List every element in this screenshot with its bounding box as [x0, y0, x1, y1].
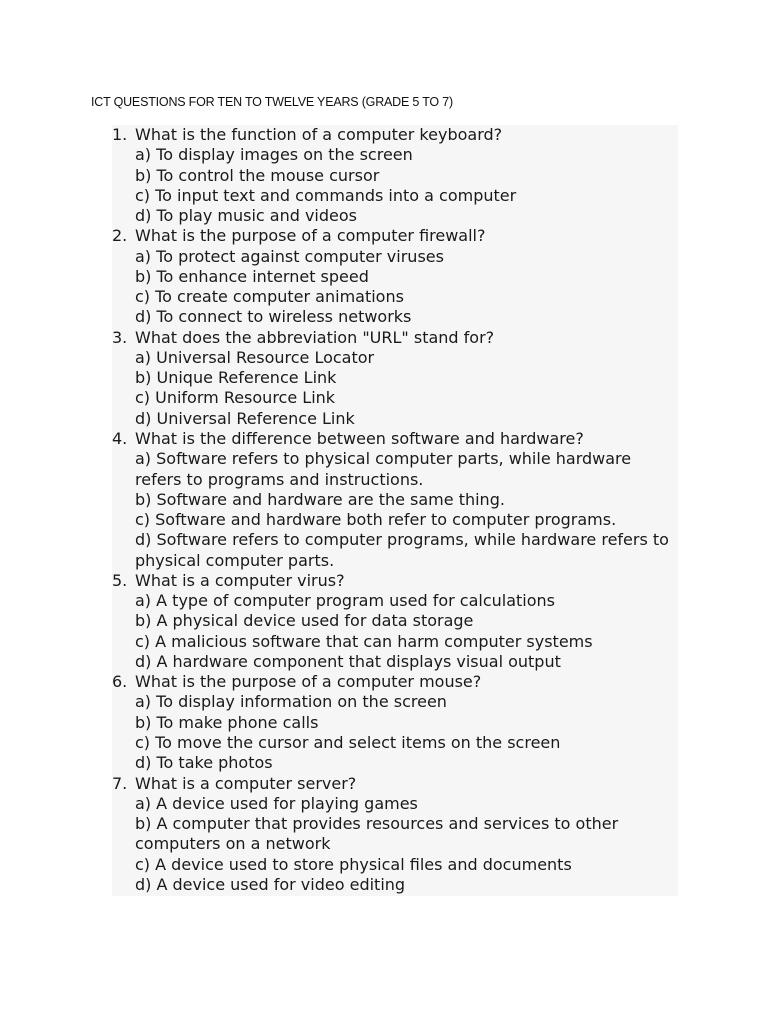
answer-option-a: a) Universal Resource Locator [135, 347, 375, 367]
question-1 [112, 125, 678, 226]
answer-option-a: a) A type of computer program used for calculations [135, 591, 555, 611]
answer-option-d: d) To play music and videos [135, 206, 357, 226]
answer-option-d: d) To take photos [135, 753, 273, 773]
question-text: What is the purpose of a computer firewall? [135, 226, 486, 246]
answer-option-b: b) To make phone calls [135, 712, 319, 732]
document-title: ICT QUESTIONS FOR TEN TO TWELVE YEARS (GRADE 5 TO 7) [91, 95, 453, 109]
question-text: What is the function of a computer keyboard? [135, 125, 503, 144]
question-4 [112, 429, 678, 571]
answer-option-a: a) To protect against computer viruses [135, 246, 444, 266]
question-number: 5. [112, 570, 128, 590]
answer-option-a: a) A device used for playing games [135, 793, 418, 813]
question-number: 7. [112, 773, 128, 793]
question-text: What does the abbreviation "URL" stand for? [135, 327, 495, 347]
answer-option-a: a) To display information on the screen [135, 692, 447, 712]
answer-option-c: c) A malicious software that can harm computer systems [135, 631, 593, 651]
question-text: What is the difference between software and hardware? [135, 428, 584, 448]
answer-option-b: b) A computer that provides resources and services to other computers on a network [135, 814, 619, 854]
answer-option-d: d) A device used for video editing [135, 874, 406, 894]
question-2 [112, 226, 678, 327]
question-text: What is a computer server? [135, 773, 357, 793]
answer-option-c: c) A device used to store physical files and documents [135, 854, 572, 874]
answer-option-d: d) Software refers to computer programs, while hardware refers to physical computer parts. [135, 530, 669, 570]
answer-option-c: c) To create computer animations [135, 287, 404, 307]
question-5 [112, 571, 678, 672]
question-6 [112, 672, 678, 773]
answer-option-a: a) Software refers to physical computer parts, while hardware refers to programs and instructions. [135, 449, 632, 489]
answer-option-b: b) To control the mouse cursor [135, 165, 380, 185]
answer-option-d: d) Universal Reference Link [135, 408, 355, 428]
question-text: What is a computer virus? [135, 570, 345, 590]
question-number: 3. [112, 327, 128, 347]
question-number: 2. [112, 226, 128, 246]
answer-option-c: c) Software and hardware both refer to computer programs. [135, 510, 617, 530]
question-number: 4. [112, 428, 128, 448]
answer-option-c: c) Uniform Resource Link [135, 388, 336, 408]
answer-option-d: d) A hardware component that displays visual output [135, 651, 561, 671]
answer-option-b: b) Software and hardware are the same thing. [135, 489, 505, 509]
question-number: 6. [112, 672, 128, 692]
answer-option-d: d) To connect to wireless networks [135, 307, 412, 327]
question-3 [112, 328, 678, 429]
question-list [112, 125, 678, 895]
question-block [112, 125, 678, 896]
answer-option-c: c) To move the cursor and select items on the screen [135, 732, 561, 752]
question-number: 1. [112, 125, 128, 144]
answer-option-b: b) Unique Reference Link [135, 368, 337, 388]
answer-option-b: b) To enhance internet speed [135, 266, 369, 286]
question-7 [112, 774, 678, 896]
answer-option-a: a) To display images on the screen [135, 145, 413, 165]
answer-option-b: b) A physical device used for data storage [135, 611, 474, 631]
question-text: What is the purpose of a computer mouse? [135, 672, 482, 692]
answer-option-c: c) To input text and commands into a computer [135, 185, 517, 205]
